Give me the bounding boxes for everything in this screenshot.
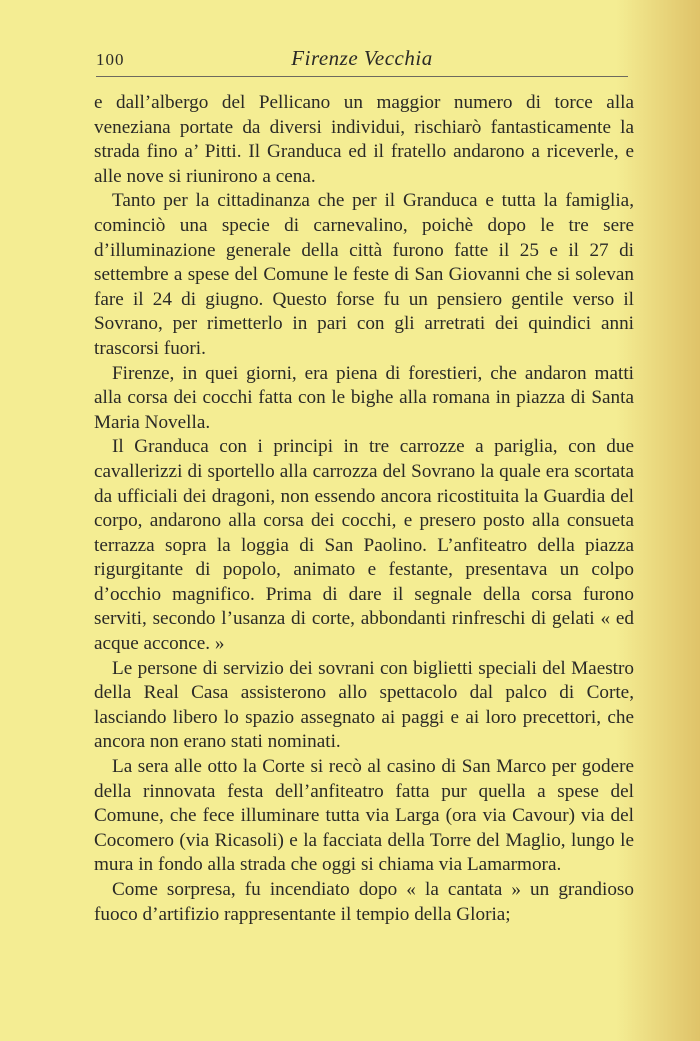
- running-title: Firenze Vecchia: [291, 46, 433, 70]
- paragraph: Tanto per la cittadinanza che per il Granduca e tutta la famiglia, cominciò una specie di carnevalino, poichè dopo le tre sere d’illuminazione generale della città furono fatte il 25 e il 27 di settembre a spese del Comune le feste di San Giovanni che si solevan fare il 24 di giugno. Questo forse fu un pensiero gentile verso il Sovrano, per rimetterlo in pari con gli arretrati dei quindici anni trascorsi fuori.: [94, 190, 634, 359]
- paragraph: Come sorpresa, fu incendiato dopo « la cantata » un grandioso fuoco d’artifizio rappresentante il tempio della Gloria;: [94, 879, 634, 925]
- header-rule: [96, 76, 628, 77]
- paragraph: Firenze, in quei giorni, era piena di forestieri, che andaron matti alla corsa dei cocchi fatta con le bighe alla romana in piazza di Santa Maria Novella.: [94, 362, 634, 433]
- paragraph: Il Granduca con i principi in tre carrozze a pariglia, con due cavallerizzi di sportello alla carrozza del Sovrano la quale era scortata da ufficiali dei dragoni, non essendo ancora ricostituita la Guardia del corpo, andarono alla corsa dei cocchi, e presero posto alla consueta terrazza sopra la loggia di San Paolino. L’anfiteatro della piazza rigurgitante di popolo, animato e festante, presentava un colpo d’occhio magnifico. Prima di dare il segnale della corsa furono serviti, secondo l’usanza di corte, abbondanti rinfreschi di gelati « ed acque acconce. »: [94, 436, 634, 655]
- paragraph: Le persone di servizio dei sovrani con biglietti speciali del Maestro della Real Casa assisterono allo spettacolo dal palco di Corte, lasciando libero lo spazio assegnato ai paggi e ai loro precettori, che ancora non erano stati nominati.: [94, 657, 634, 753]
- body-text: [94, 91, 634, 927]
- paragraph: La sera alle otto la Corte si recò al casino di San Marco per godere della rinnovata festa dell’anfiteatro fatta pur quella a spese del Comune, che fece illuminare tutta via Larga (ora via Cavour) via del Cocomero (via Ricasoli) e la facciata della Torre del Maglio, lungo le mura in fondo alla strada che oggi si chiama via Lamarmora.: [94, 756, 634, 876]
- page-number: 100: [96, 50, 125, 69]
- page-header: [96, 46, 628, 74]
- paragraph: e dall’albergo del Pellicano un maggior numero di torce alla veneziana portate da diversi individui, rischiarò fantasticamente la strada fino a’ Pitti. Il Granduca ed il fratello andarono a riceverle, e alle nove si riunirono a cena.: [94, 92, 634, 187]
